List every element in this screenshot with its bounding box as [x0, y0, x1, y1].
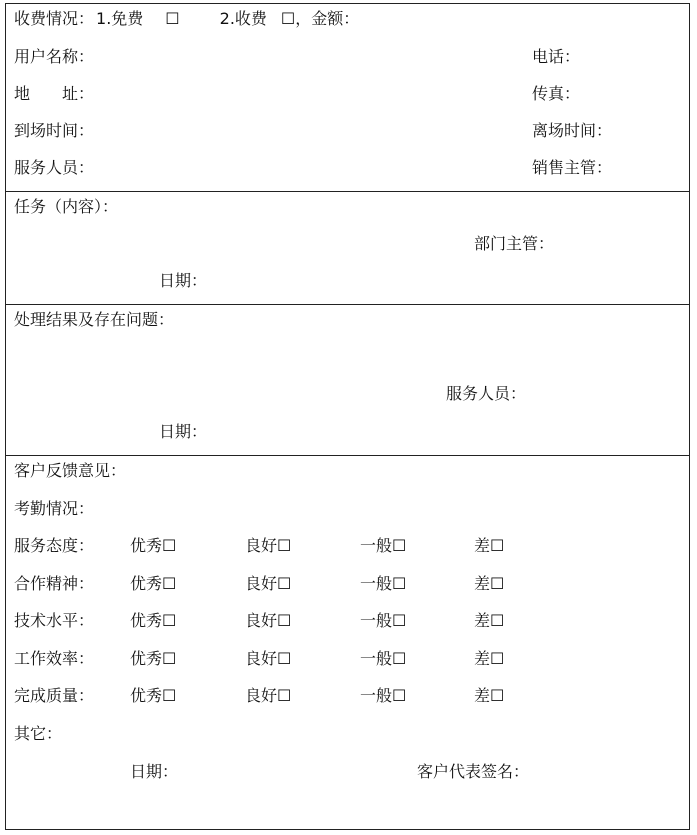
attendance-label: 考勤情况：: [14, 499, 95, 518]
sales-manager-label: 销售主管：: [532, 158, 613, 177]
feedback-date-label: 日期：: [130, 762, 179, 781]
feedback-title: 客户反馈意见：: [14, 461, 127, 480]
task-date-label: 日期：: [159, 271, 208, 290]
other-label: 其它：: [14, 724, 63, 743]
rating-option-checkbox[interactable]: 优秀☐: [130, 686, 177, 705]
rating-option-checkbox[interactable]: 差☐: [474, 611, 505, 630]
rating-option-checkbox[interactable]: 一般☐: [360, 648, 407, 668]
customer-info-section: [6, 4, 689, 191]
rating-option-checkbox[interactable]: 差☐: [474, 573, 505, 593]
task-content-label: 任务（内容）：: [14, 197, 119, 216]
customer-feedback-section: [6, 455, 689, 830]
free-checkbox[interactable]: ☐: [165, 9, 180, 28]
rating-option-checkbox[interactable]: 优秀☐: [130, 536, 177, 555]
rating-label: 合作精神：: [14, 573, 95, 593]
rating-option-checkbox[interactable]: 良好☐: [245, 686, 292, 705]
rating-option-checkbox[interactable]: 优秀☐: [130, 611, 177, 630]
rating-option-checkbox[interactable]: 良好☐: [245, 648, 292, 668]
phone-label: 电话：: [532, 47, 581, 66]
result-issues-label: 处理结果及存在问题：: [14, 310, 175, 329]
department-manager-label: 部门主管：: [474, 234, 555, 253]
result-section: [6, 304, 689, 456]
paid-checkbox[interactable]: ☐: [280, 9, 296, 28]
fax-label: 传真：: [532, 84, 581, 103]
rating-label: 服务态度：: [14, 536, 95, 555]
fee-status-row: [14, 9, 359, 29]
rating-option-checkbox[interactable]: 优秀☐: [130, 648, 177, 668]
service-record-form: [5, 3, 690, 830]
rating-option-checkbox[interactable]: 差☐: [474, 648, 505, 668]
service-staff-label: 服务人员：: [14, 158, 95, 177]
arrival-time-label: 到场时间：: [14, 121, 95, 140]
rating-option-checkbox[interactable]: 一般☐: [360, 536, 407, 555]
fee-status-label: 收费情况：: [14, 9, 95, 28]
departure-time-label: 离场时间：: [532, 121, 613, 140]
rating-label: 工作效率：: [14, 648, 95, 668]
rating-option-checkbox[interactable]: 一般☐: [360, 573, 407, 593]
amount-label: ，金额：: [295, 9, 360, 28]
rating-option-checkbox[interactable]: 优秀☐: [130, 573, 177, 593]
free-option-label: 1.免费: [96, 9, 144, 28]
rating-option-checkbox[interactable]: 一般☐: [360, 611, 407, 630]
rating-option-checkbox[interactable]: 良好☐: [245, 536, 292, 555]
rating-label: 完成质量：: [14, 686, 95, 705]
rating-option-checkbox[interactable]: 良好☐: [245, 611, 292, 630]
task-section: [6, 191, 689, 305]
address-label: 地 址：: [14, 84, 95, 103]
user-name-label: 用户名称：: [14, 47, 95, 66]
rating-option-checkbox[interactable]: 一般☐: [360, 686, 407, 705]
result-date-label: 日期：: [159, 422, 208, 441]
paid-option-label: 2.收费: [219, 9, 267, 28]
rating-option-checkbox[interactable]: 差☐: [474, 536, 505, 555]
result-service-staff-label: 服务人员：: [446, 384, 527, 403]
rating-option-checkbox[interactable]: 良好☐: [245, 573, 292, 593]
customer-signature-label: 客户代表签名：: [417, 762, 530, 781]
rating-option-checkbox[interactable]: 差☐: [474, 686, 505, 705]
rating-label: 技术水平：: [14, 611, 95, 630]
